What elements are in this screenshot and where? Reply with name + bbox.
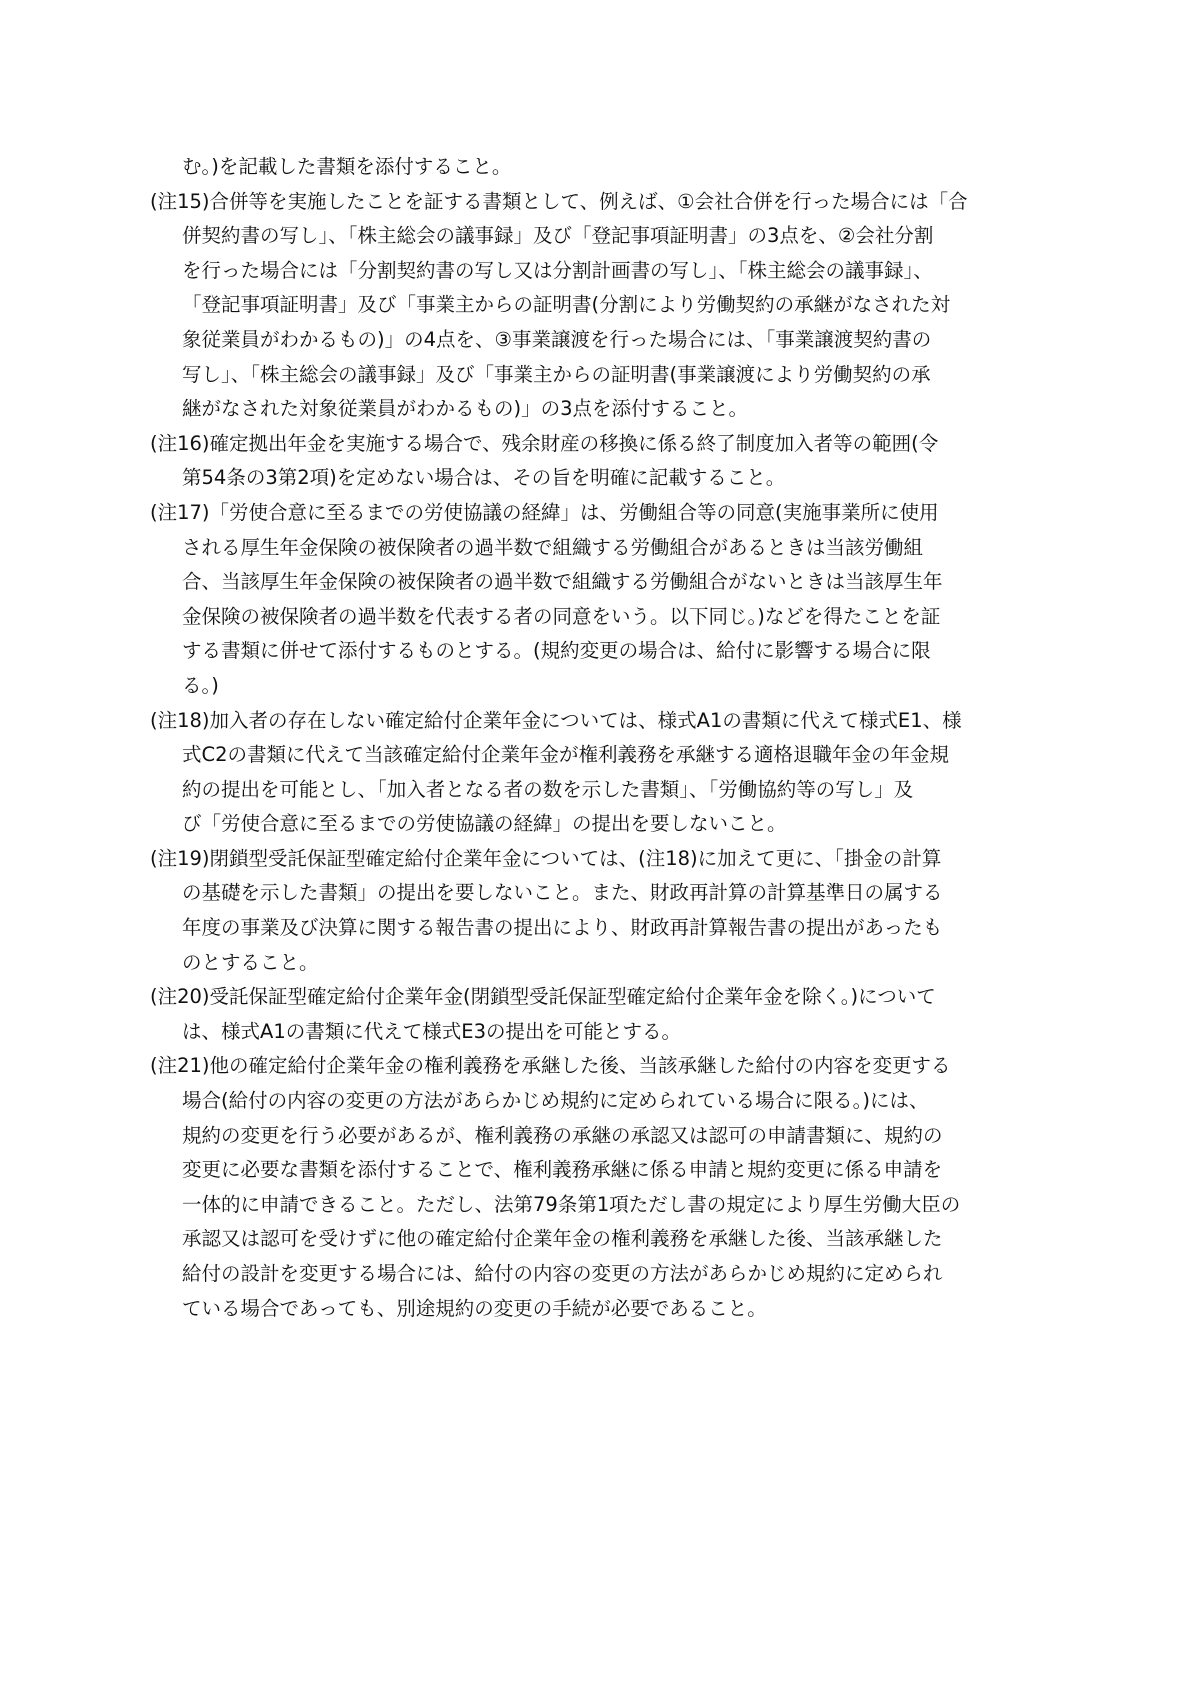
note-line: 年度の事業及び決算に関する報告書の提出により、財政再計算報告書の提出があったも	[182, 916, 943, 940]
note-line: 「登記事項証明書」及び「事業主からの証明書(分割により労働契約の承継がなされた対	[182, 293, 951, 317]
note-line: 象従業員がわかるもの)」の4点を、③事業譲渡を行った場合には、「事業譲渡契約書の	[182, 327, 932, 351]
continued-line: む。)を記載した書類を添付すること。	[182, 155, 512, 178]
note-line: (注19)閉鎖型受託保証型確定給付企業年金については、(注18)に加えて更に、「掛金の計算	[150, 846, 942, 870]
note-line: (注15)合併等を実施したことを証する書類として、例えば、①会社合併を行った場合には「合	[150, 189, 968, 213]
note-20	[150, 980, 1030, 1049]
note-line: (注18)加入者の存在しない確定給付企業年金については、様式A1の書類に代えて様式E1、様	[150, 708, 962, 732]
note-21	[150, 1049, 1030, 1326]
note-line: ている場合であっても、別途規約の変更の手続が必要であること。	[182, 1296, 767, 1320]
note-line: 金保険の被保険者の過半数を代表する者の同意をいう。以下同じ。)などを得たことを証	[182, 604, 941, 628]
note-16	[150, 427, 1030, 496]
note-line: る。)	[182, 673, 219, 697]
note-line: 変更に必要な書類を添付することで、権利義務承継に係る申請と規約変更に係る申請を	[182, 1158, 943, 1182]
note-line: 一体的に申請できること。ただし、法第79条第1項ただし書の規定により厚生労働大臣の	[182, 1192, 961, 1216]
note-line: のとすること。	[182, 950, 319, 974]
note-line: を行った場合には「分割契約書の写し又は分割計画書の写し」、「株主総会の議事録」、	[182, 258, 933, 282]
note-line: 合、当該厚生年金保険の被保険者の過半数で組織する労働組合がないときは当該厚生年	[182, 570, 943, 594]
note-19	[150, 842, 1030, 980]
note-17	[150, 496, 1030, 704]
note-line: の基礎を示した書類」の提出を要しないこと。また、財政再計算の計算基準日の属する	[182, 881, 943, 905]
note-line: 規約の変更を行う必要があるが、権利義務の承継の承認又は認可の申請書類に、規約の	[182, 1123, 943, 1147]
note-line: は、様式A1の書類に代えて様式E3の提出を可能とする。	[182, 1019, 681, 1043]
note-line: (注20)受託保証型確定給付企業年金(閉鎖型受託保証型確定給付企業年金を除く。)について	[150, 985, 936, 1009]
note-line: する書類に併せて添付するものとする。(規約変更の場合は、給付に影響する場合に限	[182, 639, 931, 663]
note-line: (注16)確定拠出年金を実施する場合で、残余財産の移換に係る終了制度加入者等の範囲(令	[150, 431, 939, 455]
note-line: び「労使合意に至るまでの労使協議の経緯」の提出を要しないこと。	[182, 812, 787, 836]
note-line: 承認又は認可を受けずに他の確定給付企業年金の権利義務を承継した後、当該承継した	[182, 1227, 943, 1251]
note-line: 併契約書の写し」、「株主総会の議事録」及び「登記事項証明書」の3点を、②会社分割	[182, 224, 934, 248]
note-line: 第54条の3第2項)を定めない場合は、その旨を明確に記載すること。	[182, 466, 786, 490]
note-line: (注17)「労使合意に至るまでの労使協議の経緯」は、労働組合等の同意(実施事業所に使用	[150, 500, 939, 524]
note-line: 場合(給付の内容の変更の方法があらかじめ規約に定められている場合に限る。)には、	[182, 1089, 929, 1113]
note-line: 給付の設計を変更する場合には、給付の内容の変更の方法があらかじめ規約に定められ	[182, 1262, 943, 1285]
note-line: (注21)他の確定給付企業年金の権利義務を承継した後、当該承継した給付の内容を変更する	[150, 1054, 951, 1078]
note-line: される厚生年金保険の被保険者の過半数で組織する労働組合があるときは当該労働組	[182, 535, 924, 559]
note-18	[150, 704, 1030, 842]
note-line: 継がなされた対象従業員がわかるもの)」の3点を添付すること。	[182, 397, 749, 421]
note-line: 約の提出を可能とし、「加入者となる者の数を示した書類」、「労働協約等の写し」及	[182, 777, 914, 801]
note-line: 写し」、「株主総会の議事録」及び「事業主からの証明書(事業譲渡により労働契約の承	[182, 362, 931, 386]
document-body	[150, 150, 1030, 1326]
note-line: 式C2の書類に代えて当該確定給付企業年金が権利義務を承継する適格退職年金の年金規	[182, 743, 950, 767]
note-15	[150, 185, 1030, 427]
